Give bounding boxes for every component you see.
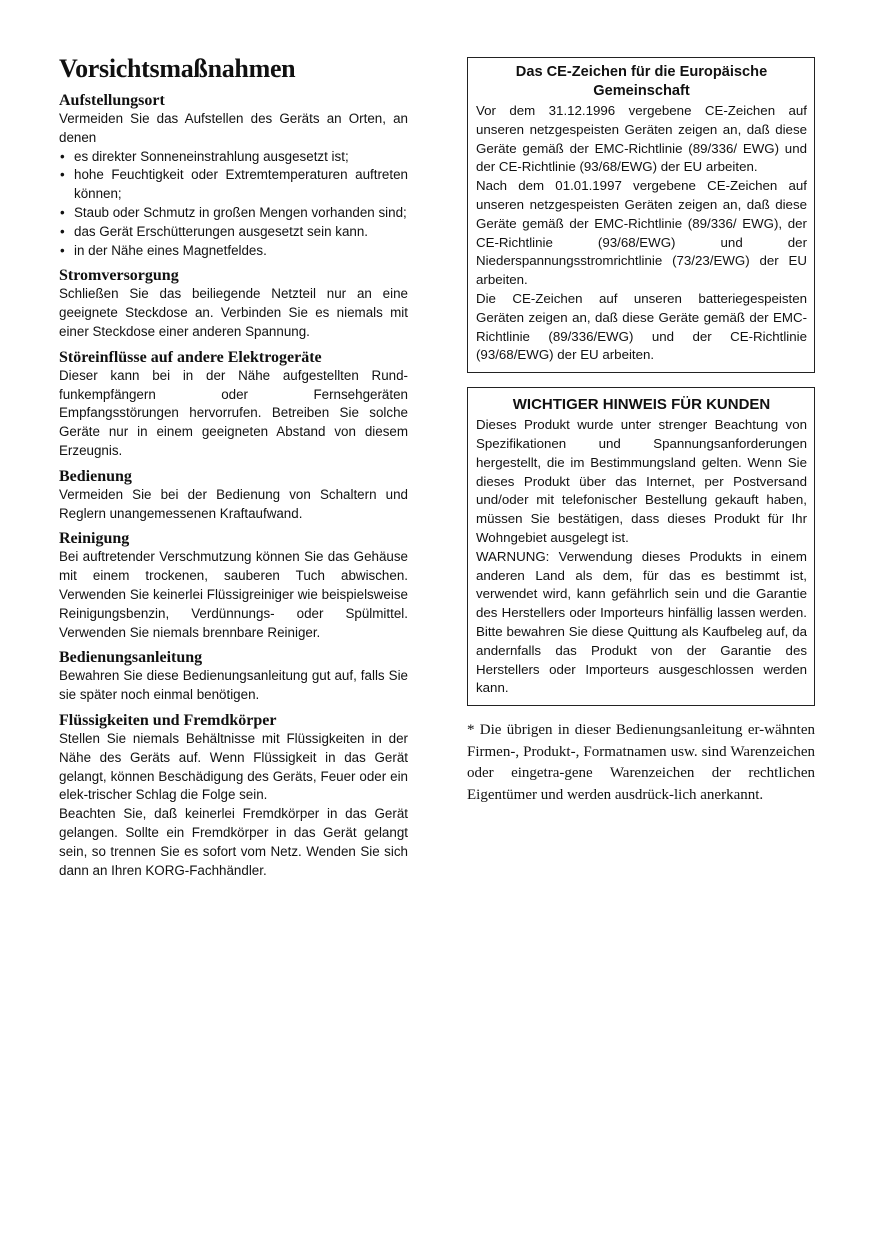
section-heading: Bedienung [59, 467, 132, 485]
precautions-column [59, 54, 408, 880]
customer-notice-box [467, 387, 815, 706]
section-heading: Aufstellungsort [59, 92, 165, 109]
section-fluessigkeiten [59, 711, 408, 880]
ce-box-paragraph: Nach dem 01.01.1997 vergebene CE-Zeichen auf unseren netzgespeisten Geräten zeigen an, daß diese Geräte gemäß der EMC-Richtlinie (89/336/ EWG), der CE-Richtlinie (93/68/EWG) und der Niederspannungsstromrichtlinie (73/23/EWG) der EU arbeiten. [476, 178, 807, 288]
section-stromversorgung [59, 266, 408, 341]
ce-mark-box [467, 57, 815, 373]
list-item: • in der Nähe eines Magnetfeldes. [59, 242, 408, 261]
notice-box-paragraph: WARNUNG: Verwendung dieses Produkts in einem anderen Land als dem, für das es bestimmt ist, verwendet wird, kann gefährlich sein und die Garantie des Herstellers oder Importeurs hinfällig lassen werden. Bitte bewahren Sie diese Quittung als Kaufbeleg auf, da andernfalls das Produkt von der Garantie des Herstellers oder Importeurs ausgeschlossen werden kann. [476, 548, 807, 696]
section-text: Vermeiden Sie bei der Bedienung von Schaltern und Reglern unangemessenen Kraftaufwand. [59, 486, 408, 521]
section-text: Beachten Sie, daß keinerlei Fremdkörper in das Gerät gelangen. Sollte ein Fremdkörper in das Gerät gelangt sein, so trennen Sie es sofort vom Netz. Wenden Sie sich dann an Ihren KORG-Fachhändler. [59, 806, 408, 878]
notice-box-paragraph: Dieses Produkt wurde unter strenger Beachtung von Spezifikationen und Spannungsanforderungen hergestellt, die im Bestimmungsland gelten. Wenn Sie dieses Produkt über das Internet, per Postversand und/oder mit telefonischer Bestellung gekauft haben, müssen Sie bestätigen, dass dieses Produkt für Ihr Wohngebiet ausgelegt ist. [476, 417, 807, 545]
section-heading: Stromversorgung [59, 267, 179, 285]
notices-column [467, 57, 815, 806]
section-stoereinfluesse [59, 348, 408, 461]
section-bedienung [59, 467, 408, 524]
section-text: Dieser kann bei in der Nähe aufgestellten Rund-funkempfängern oder Fernsehgeräten Empfangsstörungen hervorrufen. Betreiben Sie solche Geräte nur in einem geeigneten Abstand von diesem Erzeugnis. [59, 367, 408, 458]
location-bullet-list [59, 148, 408, 261]
list-item: • hohe Feuchtigkeit oder Extremtemperaturen auftreten können; [59, 166, 408, 204]
section-intro: Vermeiden Sie das Aufstellen des Geräts an Orten, an denen [59, 111, 408, 145]
section-bedienungsanleitung [59, 648, 408, 705]
section-reinigung [59, 529, 408, 642]
section-text: Bewahren Sie diese Bedienungsanleitung gut auf, falls Sie sie später noch einmal benötigen. [59, 668, 408, 703]
section-text: Stellen Sie niemals Behältnisse mit Flüssigkeiten in der Nähe des Geräts auf. Wenn Flüssigkeit in das Gerät gelangt, können Beschädigung des Geräts, Feuer oder ein elek-trischer Schlag die Folge sein. [59, 730, 408, 803]
list-item: • es direkter Sonneneinstrahlung ausgesetzt ist; [59, 148, 408, 167]
ce-box-paragraph: Die CE-Zeichen auf unseren batteriegespeisten Geräten zeigen an, daß diese Geräte gemäß der EMC-Richtlinie (89/336/EWG) und der CE-Richtlinie (93/68/EWG) der EU arbeiten. [476, 290, 807, 363]
section-text: Bei auftretender Verschmutzung können Sie das Gehäuse mit einem trockenen, sauberen Tuch abwischen. Verwenden Sie keinerlei Flüssigreiniger wie beispielsweise Reinigungsbenzin, Verdünnungs- oder Spülmittel. Verwenden Sie niemals brennbare Reiniger. [59, 549, 408, 640]
section-heading: Bedienungsanleitung [59, 649, 203, 667]
section-heading: Störeinflüsse auf andere Elektrogeräte [59, 348, 322, 366]
trademark-footnote: * Die übrigen in dieser Bedienungsanleitung er-wähnten Firmen-, Produkt-, Formatnamen usw. sind Warenzeichen oder eingetra-gene Warenzeichen der rechtlichen Eigentümer und werden ausdrück-lich anerkannt. [467, 722, 815, 803]
ce-box-title: Das CE-Zeichen für die Europäische Gemeinschaft [515, 64, 768, 99]
section-text: Schließen Sie das beiliegende Netzteil nur an eine geeignete Steckdose an. Verbinden Sie es niemals mit einer Steckdose einer anderen Spannung. [59, 286, 408, 339]
section-heading: Flüssigkeiten und Fremdkörper [59, 711, 277, 729]
list-item: • Staub oder Schmutz in großen Mengen vorhanden sind; [59, 204, 408, 223]
list-item: • das Gerät Erschütterungen ausgesetzt sein kann. [59, 223, 408, 242]
section-aufstellungsort [59, 91, 408, 260]
ce-box-paragraph: Vor dem 31.12.1996 vergebene CE-Zeichen auf unseren netzgespeisten Geräten zeigen an, daß diese Geräte gemäß der EMC-Richtlinie (89/336/ EWG) und der CE-Richtlinie (93/68/EWG) der EU arbeiten. [476, 103, 807, 175]
notice-box-title: WICHTIGER HINWEIS FÜR KUNDEN [512, 396, 771, 414]
page-title: Vorsichtsmaßnahmen [59, 54, 296, 83]
section-heading: Reinigung [59, 530, 130, 548]
